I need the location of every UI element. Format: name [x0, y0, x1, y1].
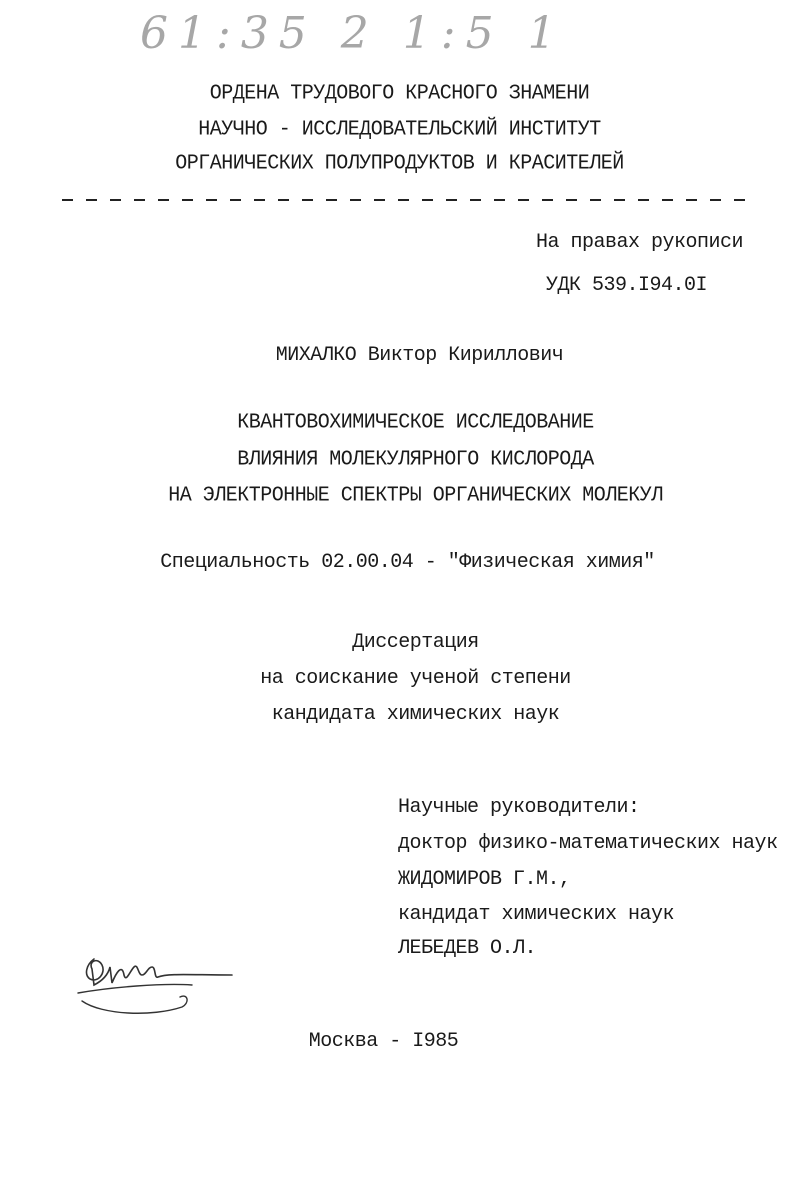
degree-line-2: на соискание ученой степени [260, 667, 571, 690]
supervisor-1-name: ЖИДОМИРОВ Г.М., [398, 868, 571, 891]
handwritten-signature [72, 945, 242, 1025]
institute-line-3: ОРГАНИЧЕСКИХ ПОЛУПРОДУКТОВ И КРАСИТЕЛЕЙ [175, 151, 624, 176]
handwritten-archive-note: 61:35 2 1:5 1 [140, 8, 566, 59]
supervisors-heading: Научные руководители: [398, 796, 640, 819]
title-line-1: КВАНТОВОХИМИЧЕСКОЕ ИССЛЕДОВАНИЕ [237, 410, 594, 435]
institute-line-1: ОРДЕНА ТРУДОВОГО КРАСНОГО ЗНАМЕНИ [209, 81, 590, 106]
specialty: Специальность 02.00.04 - "Физическая химия" [160, 551, 655, 574]
author-name: МИХАЛКО Виктор Кириллович [275, 344, 564, 367]
udk-code: УДК 539.I94.0I [546, 274, 708, 297]
title-line-3: НА ЭЛЕКТРОННЫЕ СПЕКТРЫ ОРГАНИЧЕСКИХ МОЛЕКУЛ [168, 483, 663, 508]
rights-note: На правах рукописи [536, 231, 744, 254]
degree-line-1: Диссертация [352, 631, 479, 654]
institute-line-2: НАУЧНО - ИССЛЕДОВАТЕЛЬСКИЙ ИНСТИТУТ [198, 117, 601, 142]
supervisor-2-title: кандидат химических наук [398, 903, 675, 926]
degree-line-3: кандидата химических наук [271, 703, 560, 726]
city-year: Москва - I985 [308, 1030, 459, 1053]
supervisor-1-title: доктор физико-математических наук [398, 832, 778, 855]
title-line-2: ВЛИЯНИЯ МОЛЕКУЛЯРНОГО КИСЛОРОДА [237, 447, 594, 472]
dashed-separator [62, 196, 752, 204]
supervisor-2-name: ЛЕБЕДЕВ О.Л. [398, 937, 537, 960]
